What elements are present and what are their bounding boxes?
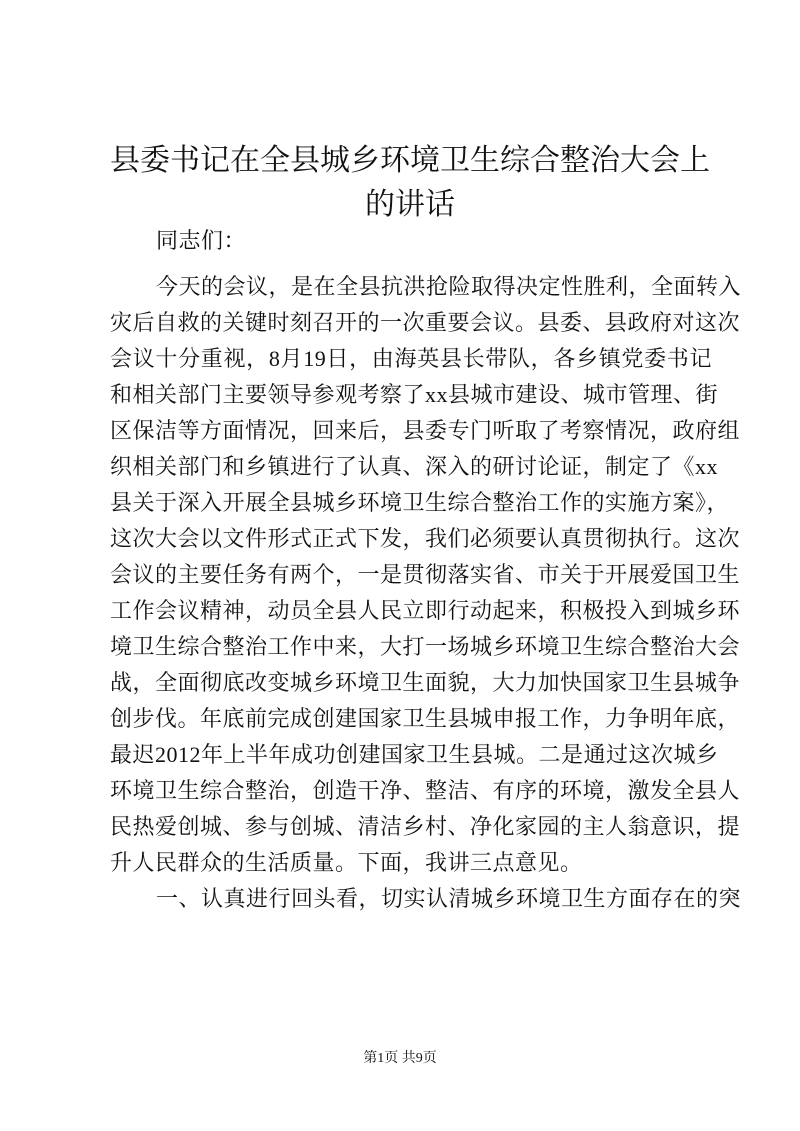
body-text-line: 工作会议精神，动员全县人民立即行动起来，积极投入到城乡环 <box>110 598 741 623</box>
body-text-line: 环境卫生综合整治，创造干净、整洁、有序的环境，激发全县人 <box>110 778 741 803</box>
body-text-line: 今天的会议，是在全县抗洪抢险取得决定性胜利，全面转入 <box>156 274 742 299</box>
body-text-line: 会议十分重视，8月19日，由海英县长带队，各乡镇党委书记 <box>110 346 712 371</box>
page-footer: 第1页 共9页 <box>363 1051 437 1066</box>
body-text-line: 县关于深入开展全县城乡环境卫生综合整治工作的实施方案》， <box>110 490 730 515</box>
body-text-line: 织相关部门和乡镇进行了认真、深入的研讨论证，制定了《xx <box>110 454 719 479</box>
document-title-line-2: 的讲话 <box>365 188 455 221</box>
body-text-line: 灾后自救的关键时刻召开的一次重要会议。县委、县政府对这次 <box>110 310 741 335</box>
body-text-line: 升人民群众的生活质量。下面，我讲三点意见。 <box>110 850 583 875</box>
body-text-line: 一、认真进行回头看，切实认清城乡环境卫生方面存在的突 <box>156 886 742 911</box>
body-text-line: 会议的主要任务有两个，一是贯彻落实省、市关于开展爱国卫生 <box>110 562 741 587</box>
body-text-line: 这次大会以文件形式正式下发，我们必须要认真贯彻执行。这次 <box>110 526 741 551</box>
body-text-line: 区保洁等方面情况，回来后，县委专门听取了考察情况，政府组 <box>110 418 741 443</box>
body-text-line: 民热爱创城、参与创城、清洁乡村、净化家园的主人翁意识，提 <box>110 814 741 839</box>
body-text-line: 最迟2012年上半年成功创建国家卫生县城。二是通过这次城乡 <box>110 742 719 767</box>
body-text-line: 创步伐。年底前完成创建国家卫生县城申报工作，力争明年底， <box>110 706 741 731</box>
body-text-line: 境卫生综合整治工作中来，大打一场城乡环境卫生综合整治大会 <box>110 634 741 659</box>
body-text-line: 和相关部门主要领导参观考察了xx县城市建设、城市管理、街 <box>110 382 719 407</box>
document-title-line-1: 县委书记在全县城乡环境卫生综合整治大会上 <box>110 144 710 177</box>
body-text-line: 战，全面彻底改变城乡环境卫生面貌，大力加快国家卫生县城争 <box>110 670 741 695</box>
salutation: 同志们： <box>156 228 247 253</box>
